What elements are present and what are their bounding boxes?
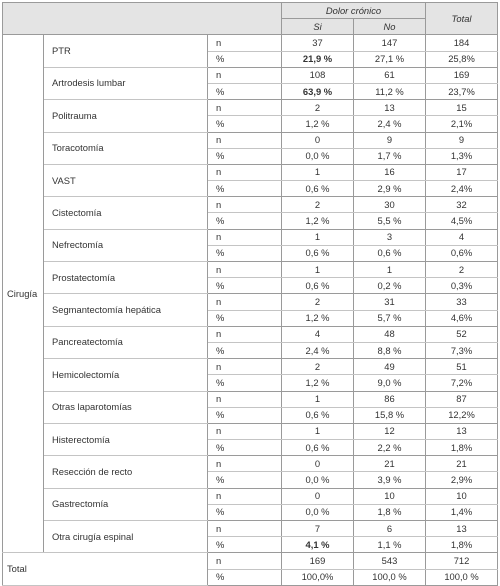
cell-count: 33: [426, 294, 498, 310]
stat-label-n: n: [208, 326, 282, 342]
cell-count: 13: [426, 423, 498, 439]
table-row: [3, 100, 498, 116]
stat-label-n: n: [208, 262, 282, 278]
cell-percent: 2,9 %: [354, 181, 426, 197]
table-row: [3, 326, 498, 342]
cell-percent: 0,2 %: [354, 278, 426, 294]
procedure-name: Hemicolectomía: [44, 359, 208, 391]
stat-label-pct: %: [208, 245, 282, 261]
table-row: [3, 521, 498, 537]
table-row: [3, 294, 498, 310]
cell-count: 15: [426, 100, 498, 116]
cell-percent: 0,0 %: [282, 472, 354, 488]
cell-percent: 0,6 %: [282, 245, 354, 261]
total-percent: 100,0 %: [426, 569, 498, 585]
procedure-name: Resección de recto: [44, 456, 208, 488]
cell-percent: 4,6%: [426, 310, 498, 326]
category-cirugia: Cirugía: [3, 35, 44, 553]
table-row: [3, 229, 498, 245]
table-row: [3, 359, 498, 375]
cell-count: 10: [354, 488, 426, 504]
cell-count: 32: [426, 197, 498, 213]
cell-count: 1: [282, 229, 354, 245]
stat-label-n: n: [208, 521, 282, 537]
cell-percent: 1,2 %: [282, 375, 354, 391]
procedure-name: Gastrectomía: [44, 488, 208, 520]
stat-label-n: n: [208, 164, 282, 180]
stat-label-n: n: [208, 553, 282, 569]
total-percent: 100,0%: [282, 569, 354, 585]
procedure-name: PTR: [44, 35, 208, 67]
cell-count: 2: [282, 100, 354, 116]
cell-percent: 3,9 %: [354, 472, 426, 488]
stat-label-n: n: [208, 391, 282, 407]
header-si: Si: [282, 19, 354, 35]
stat-label-n: n: [208, 67, 282, 83]
cell-percent: 2,4 %: [282, 342, 354, 358]
cell-percent: 1,3%: [426, 148, 498, 164]
cell-count: 21: [354, 456, 426, 472]
cell-count: 108: [282, 67, 354, 83]
cell-count: 13: [354, 100, 426, 116]
cell-count: 31: [354, 294, 426, 310]
stat-label-n: n: [208, 423, 282, 439]
cell-percent: 11,2 %: [354, 83, 426, 99]
cell-percent: 63,9 %: [282, 83, 354, 99]
cell-count: 4: [282, 326, 354, 342]
stat-label-n: n: [208, 197, 282, 213]
procedure-name: Artrodesis lumbar: [44, 67, 208, 99]
cell-count: 16: [354, 164, 426, 180]
cell-percent: 0,6 %: [354, 245, 426, 261]
cell-percent: 2,9%: [426, 472, 498, 488]
total-percent: 100,0 %: [354, 569, 426, 585]
cell-percent: 8,8 %: [354, 342, 426, 358]
header-no: No: [354, 19, 426, 35]
cell-percent: 1,8%: [426, 440, 498, 456]
procedure-name: VAST: [44, 164, 208, 196]
table-row: [3, 67, 498, 83]
cell-count: 4: [426, 229, 498, 245]
cell-percent: 1,7 %: [354, 148, 426, 164]
cell-percent: 0,6 %: [282, 440, 354, 456]
cell-count: 1: [282, 164, 354, 180]
procedure-name: Politrauma: [44, 100, 208, 132]
stat-label-n: n: [208, 359, 282, 375]
cell-count: 169: [426, 67, 498, 83]
stat-label-pct: %: [208, 51, 282, 67]
cell-percent: 0,0 %: [282, 148, 354, 164]
table-row: [3, 391, 498, 407]
cell-percent: 9,0 %: [354, 375, 426, 391]
cell-percent: 0,6 %: [282, 278, 354, 294]
procedure-name: Prostatectomía: [44, 262, 208, 294]
cell-percent: 0,3%: [426, 278, 498, 294]
stat-label-pct: %: [208, 116, 282, 132]
cell-percent: 4,5%: [426, 213, 498, 229]
cell-count: 2: [282, 197, 354, 213]
cell-percent: 1,2 %: [282, 310, 354, 326]
stat-label-pct: %: [208, 181, 282, 197]
cell-percent: 7,2%: [426, 375, 498, 391]
stat-label-pct: %: [208, 342, 282, 358]
cell-count: 3: [354, 229, 426, 245]
cell-count: 37: [282, 35, 354, 51]
table-row: [3, 423, 498, 439]
stat-label-n: n: [208, 456, 282, 472]
stat-label-n: n: [208, 294, 282, 310]
header-total: Total: [426, 3, 498, 35]
cell-percent: 2,2 %: [354, 440, 426, 456]
stat-label-pct: %: [208, 278, 282, 294]
total-count: 712: [426, 553, 498, 569]
total-label: Total: [3, 553, 208, 585]
cell-count: 87: [426, 391, 498, 407]
cell-percent: 2,4%: [426, 181, 498, 197]
stat-label-n: n: [208, 35, 282, 51]
stat-label-pct: %: [208, 83, 282, 99]
cell-percent: 25,8%: [426, 51, 498, 67]
cell-percent: 5,5 %: [354, 213, 426, 229]
cell-count: 9: [426, 132, 498, 148]
cell-count: 1: [282, 423, 354, 439]
cell-percent: 1,8%: [426, 537, 498, 553]
cell-percent: 7,3%: [426, 342, 498, 358]
chronic-pain-surgery-table: [2, 2, 498, 586]
cell-count: 2: [426, 262, 498, 278]
cell-percent: 2,1%: [426, 116, 498, 132]
cell-count: 52: [426, 326, 498, 342]
stat-label-pct: %: [208, 440, 282, 456]
stat-label-pct: %: [208, 472, 282, 488]
table-row: [3, 197, 498, 213]
stat-label-pct: %: [208, 504, 282, 520]
stat-label-pct: %: [208, 148, 282, 164]
procedure-name: Toracotomía: [44, 132, 208, 164]
cell-percent: 5,7 %: [354, 310, 426, 326]
cell-percent: 0,6%: [426, 245, 498, 261]
procedure-name: Otra cirugía espinal: [44, 521, 208, 553]
cell-count: 1: [282, 391, 354, 407]
cell-count: 6: [354, 521, 426, 537]
cell-count: 184: [426, 35, 498, 51]
cell-count: 30: [354, 197, 426, 213]
table-row: [3, 35, 498, 51]
table-body: [3, 35, 498, 585]
table-row: [3, 164, 498, 180]
procedure-name: Nefrectomía: [44, 229, 208, 261]
cell-percent: 23,7%: [426, 83, 498, 99]
cell-count: 49: [354, 359, 426, 375]
total-row: [3, 553, 498, 569]
cell-percent: 12,2%: [426, 407, 498, 423]
procedure-name: Histerectomía: [44, 423, 208, 455]
cell-percent: 1,1 %: [354, 537, 426, 553]
cell-count: 0: [282, 456, 354, 472]
cell-count: 1: [354, 262, 426, 278]
total-count: 543: [354, 553, 426, 569]
cell-count: 7: [282, 521, 354, 537]
cell-count: 1: [282, 262, 354, 278]
table-row: [3, 262, 498, 278]
table-row: [3, 456, 498, 472]
cell-count: 147: [354, 35, 426, 51]
stat-label-pct: %: [208, 213, 282, 229]
cell-percent: 1,2 %: [282, 116, 354, 132]
stat-label-pct: %: [208, 407, 282, 423]
stat-label-pct: %: [208, 537, 282, 553]
cell-percent: 1,8 %: [354, 504, 426, 520]
stat-label-n: n: [208, 100, 282, 116]
stat-label-n: n: [208, 229, 282, 245]
cell-count: 0: [282, 132, 354, 148]
stat-label-pct: %: [208, 310, 282, 326]
cell-count: 0: [282, 488, 354, 504]
cell-percent: 4,1 %: [282, 537, 354, 553]
header-dolor-cronico: Dolor crónico: [282, 3, 426, 19]
stat-label-n: n: [208, 488, 282, 504]
procedure-name: Pancreatectomía: [44, 326, 208, 358]
cell-percent: 27,1 %: [354, 51, 426, 67]
stat-label-pct: %: [208, 375, 282, 391]
cell-percent: 0,6 %: [282, 407, 354, 423]
cell-count: 86: [354, 391, 426, 407]
cell-count: 17: [426, 164, 498, 180]
cell-percent: 15,8 %: [354, 407, 426, 423]
cell-percent: 0,6 %: [282, 181, 354, 197]
cell-count: 61: [354, 67, 426, 83]
table-row: [3, 488, 498, 504]
cell-count: 2: [282, 294, 354, 310]
cell-count: 9: [354, 132, 426, 148]
header-blank-cell: [3, 3, 282, 35]
cell-count: 10: [426, 488, 498, 504]
cell-count: 13: [426, 521, 498, 537]
cell-percent: 1,4%: [426, 504, 498, 520]
procedure-name: Segmantectomía hepática: [44, 294, 208, 326]
cell-count: 51: [426, 359, 498, 375]
cell-percent: 0,0 %: [282, 504, 354, 520]
cell-percent: 2,4 %: [354, 116, 426, 132]
cell-count: 21: [426, 456, 498, 472]
cell-percent: 1,2 %: [282, 213, 354, 229]
cell-count: 2: [282, 359, 354, 375]
procedure-name: Cistectomía: [44, 197, 208, 229]
table-row: [3, 132, 498, 148]
cell-count: 12: [354, 423, 426, 439]
cell-percent: 21,9 %: [282, 51, 354, 67]
cell-count: 48: [354, 326, 426, 342]
stat-label-n: n: [208, 132, 282, 148]
total-count: 169: [282, 553, 354, 569]
procedure-name: Otras laparotomías: [44, 391, 208, 423]
stat-label-pct: %: [208, 569, 282, 585]
